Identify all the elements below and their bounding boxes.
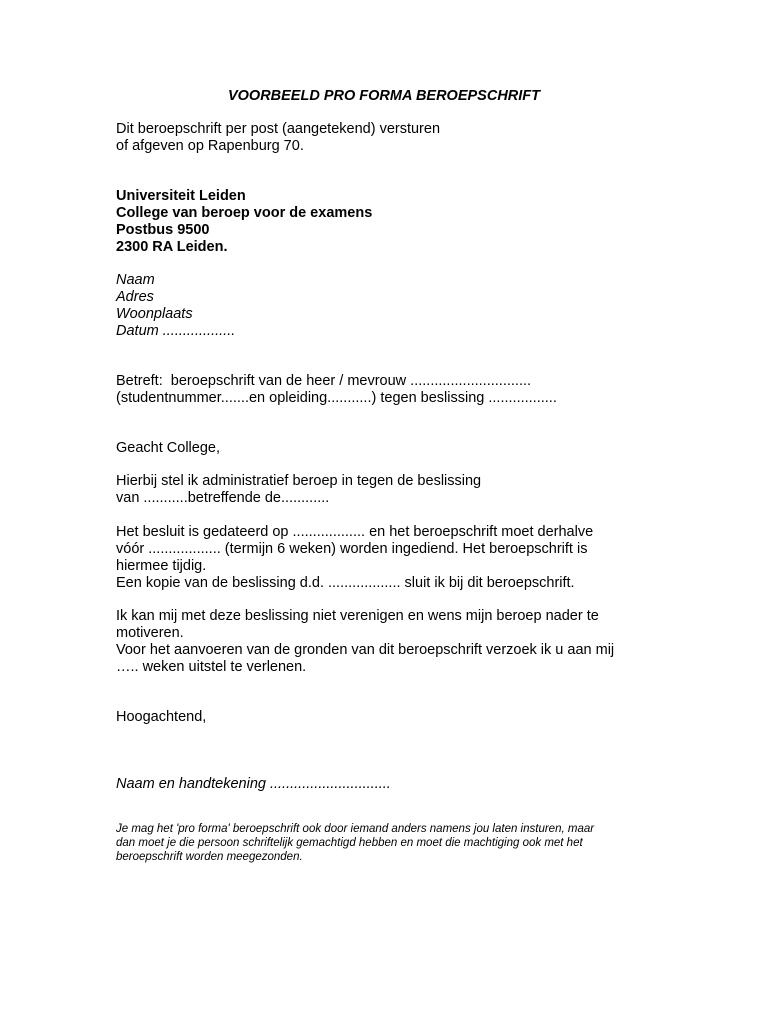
- sender-name: Naam: [116, 272, 155, 288]
- footnote: [116, 822, 594, 864]
- paragraph-line: vóór .................. (termijn 6 weken) worden ingediend. Het beroepschrift is: [116, 541, 588, 557]
- closing: Hoogachtend,: [116, 709, 207, 725]
- sender-date: Datum ..................: [116, 323, 236, 339]
- signature-line: Naam en handtekening ..............................: [116, 776, 391, 792]
- recipient-line: 2300 RA Leiden.: [116, 239, 228, 255]
- salutation: Geacht College,: [116, 440, 220, 456]
- paragraph-line: Ik kan mij met deze beslissing niet verenigen en wens mijn beroep nader te: [116, 608, 599, 624]
- footnote-line: beroepschrift worden meegezonden.: [116, 851, 303, 863]
- document-title: VOORBEELD PRO FORMA BEROEPSCHRIFT: [227, 88, 541, 104]
- paragraph-line: motiveren.: [116, 625, 184, 641]
- footnote-line: Je mag het 'pro forma' beroepschrift ook door iemand anders namens jou laten insturen, maar: [116, 823, 595, 835]
- intro-paragraph: [116, 121, 440, 155]
- recipient-line: Universiteit Leiden: [116, 188, 246, 204]
- subject-block: [116, 373, 557, 407]
- paragraph-line: hiermee tijdig.: [116, 558, 207, 574]
- sender-city: Woonplaats: [116, 306, 193, 322]
- paragraph-line: ….. weken uitstel te verlenen.: [116, 659, 307, 675]
- body-paragraph-1: [116, 473, 481, 507]
- sender-address: Adres: [116, 289, 154, 305]
- subject-line: Betreft: beroepschrift van de heer / mevrouw ..............................: [116, 373, 532, 389]
- footnote-line: dan moet je die persoon schriftelijk gemachtigd hebben en moet die machtiging ook met het: [116, 837, 583, 849]
- recipient-line: Postbus 9500: [116, 222, 210, 238]
- paragraph-line: Het besluit is gedateerd op .................. en het beroepschrift moet derhalve: [116, 524, 594, 540]
- body-paragraph-3: [116, 608, 614, 676]
- intro-line: Dit beroepschrift per post (aangetekend) versturen: [116, 121, 441, 137]
- recipient-address: [116, 188, 372, 256]
- paragraph-line: Een kopie van de beslissing d.d. .................. sluit ik bij dit beroepschrift.: [116, 575, 575, 591]
- recipient-line: College van beroep voor de examens: [116, 205, 373, 221]
- paragraph-line: van ...........betreffende de............: [116, 490, 330, 506]
- sender-block: [116, 272, 235, 340]
- subject-line: (studentnummer.......en opleiding...........) tegen beslissing .................: [116, 390, 557, 406]
- paragraph-line: Hierbij stel ik administratief beroep in tegen de beslissing: [116, 473, 482, 489]
- paragraph-line: Voor het aanvoeren van de gronden van dit beroepschrift verzoek ik u aan mij: [116, 642, 615, 658]
- body-paragraph-2: [116, 524, 593, 592]
- intro-line: of afgeven op Rapenburg 70.: [116, 138, 304, 154]
